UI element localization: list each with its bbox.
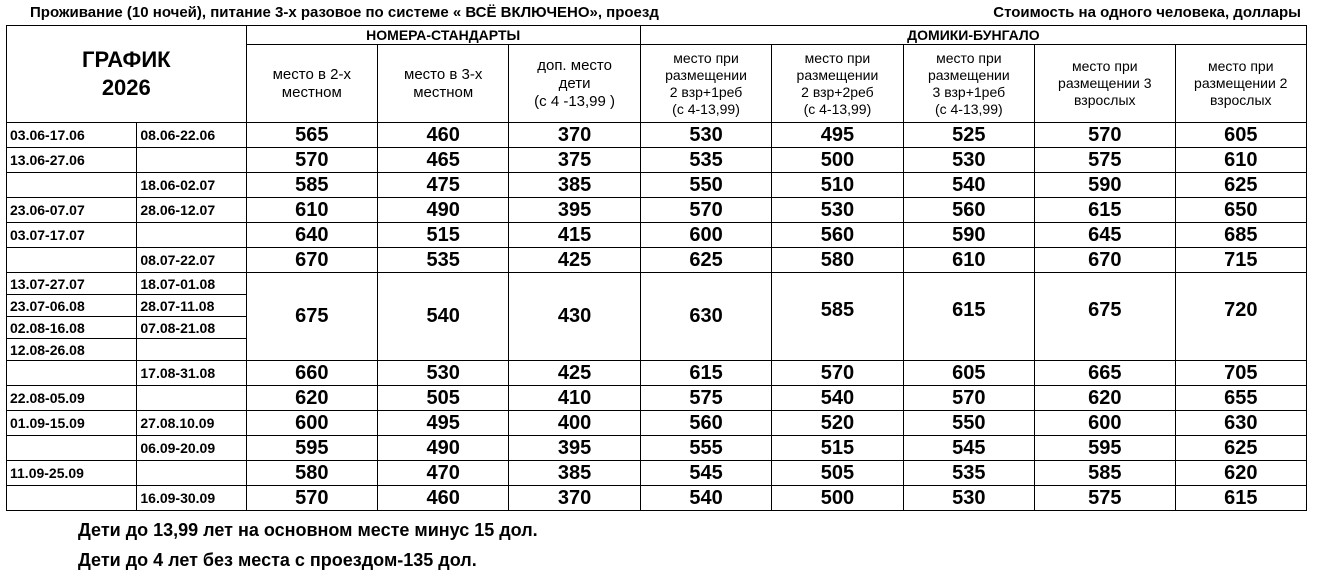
date-cell: 18.06-02.07: [137, 173, 246, 198]
table-row: [7, 486, 1307, 511]
price-cell: 590: [1035, 173, 1176, 198]
price-cell: 570: [640, 198, 771, 223]
price-cell: 570: [1035, 123, 1176, 148]
price-cell: 525: [903, 123, 1034, 148]
column-header-line: место при: [804, 49, 871, 66]
date-cell: [137, 223, 246, 248]
column-header: [772, 45, 903, 123]
column-header: [903, 45, 1034, 123]
column-header-line: (с 4-13,99): [672, 100, 740, 117]
date-cell: 23.06-07.07: [7, 198, 137, 223]
price-cell: 615: [903, 273, 1034, 361]
date-cell: [7, 248, 137, 273]
column-header-line: взрослых: [1210, 92, 1272, 108]
column-header: [377, 45, 508, 123]
price-cell: 580: [246, 461, 377, 486]
date-cell: 13.07-27.07: [7, 273, 137, 295]
price-cell: 540: [903, 173, 1034, 198]
price-cell: 625: [640, 248, 771, 273]
price-cell: 505: [772, 461, 903, 486]
column-header-line: (с 4-13,99): [803, 100, 872, 117]
table-row: [7, 148, 1307, 173]
price-cell: 605: [903, 361, 1034, 386]
price-cell: 460: [377, 486, 508, 511]
date-cell: 01.09-15.09: [7, 411, 137, 436]
price-cell: 425: [509, 361, 640, 386]
price-cell: 675: [246, 273, 377, 361]
price-cell: 600: [246, 411, 377, 436]
column-header-line: местном: [281, 83, 342, 101]
column-header: [640, 45, 771, 123]
date-cell: 11.09-25.09: [7, 461, 137, 486]
schedule-label: ГРАФИК: [82, 47, 171, 72]
table-row: [7, 273, 1307, 295]
price-cell: 560: [772, 223, 903, 248]
schedule-header: [7, 26, 247, 123]
footer-note-children: Дети до 13,99 лет на основном месте минус 15 дол.: [78, 520, 538, 540]
price-cell: 540: [377, 273, 508, 361]
price-cell: 520: [772, 411, 903, 436]
column-header-line: размещении 3: [1058, 75, 1152, 91]
price-cell: 655: [1175, 386, 1306, 411]
price-cell: 645: [1035, 223, 1176, 248]
footer-note-infants: Дети до 4 лет без места с проездом-135 дол.: [78, 550, 477, 570]
price-cell: 495: [377, 411, 508, 436]
column-header-line: 3 взр+1реб: [932, 83, 1006, 100]
price-cell: 560: [903, 198, 1034, 223]
column-header-line: место при: [673, 49, 739, 66]
price-cell: 530: [903, 486, 1034, 511]
table-row: [7, 461, 1307, 486]
price-cell: 375: [509, 148, 640, 173]
price-cell: 620: [1035, 386, 1176, 411]
price-cell: 575: [1035, 148, 1176, 173]
price-cell: 630: [640, 273, 771, 361]
date-cell: 13.06-27.06: [7, 148, 137, 173]
price-table: [6, 25, 1307, 511]
price-cell: 600: [640, 223, 771, 248]
date-cell: [137, 461, 246, 486]
column-header-line: доп. место: [537, 56, 612, 74]
date-cell: 08.07-22.07: [137, 248, 246, 273]
column-header-line: место в 2-х: [272, 65, 351, 83]
date-cell: 17.08-31.08: [137, 361, 246, 386]
price-cell: 550: [903, 411, 1034, 436]
price-cell: 640: [246, 223, 377, 248]
price-cell: 490: [377, 436, 508, 461]
table-row: [7, 198, 1307, 223]
price-cell: 515: [377, 223, 508, 248]
price-cell: 565: [246, 123, 377, 148]
price-cell: 650: [1175, 198, 1306, 223]
column-header: [509, 45, 640, 123]
price-cell: 500: [772, 148, 903, 173]
date-cell: [7, 486, 137, 511]
column-header-line: место при: [936, 49, 1002, 66]
date-cell: 03.06-17.06: [7, 123, 137, 148]
header-accommodation-text: Проживание (10 ночей), питание 3-х разовое по системе « ВСЁ ВКЛЮЧЕНО», проезд: [30, 4, 659, 21]
price-cell: 530: [640, 123, 771, 148]
column-header: [1035, 45, 1176, 123]
table-row: [7, 173, 1307, 198]
price-cell: 370: [509, 123, 640, 148]
date-cell: [7, 361, 137, 386]
price-cell: 670: [1035, 248, 1176, 273]
price-cell: 545: [903, 436, 1034, 461]
price-cell: 585: [246, 173, 377, 198]
price-cell: 685: [1175, 223, 1306, 248]
price-cell: 570: [246, 486, 377, 511]
price-cell: 550: [640, 173, 771, 198]
date-cell: 27.08.10.09: [137, 411, 246, 436]
price-cell: 510: [772, 173, 903, 198]
schedule-year: 2026: [101, 75, 151, 100]
date-cell: 08.06-22.06: [137, 123, 246, 148]
date-cell: [137, 148, 246, 173]
date-cell: 28.06-12.07: [137, 198, 246, 223]
price-cell: 630: [1175, 411, 1306, 436]
price-cell: 430: [509, 273, 640, 361]
price-cell: 545: [640, 461, 771, 486]
column-header-line: местном: [413, 83, 474, 101]
price-cell: 530: [377, 361, 508, 386]
column-header-line: дети: [558, 74, 591, 92]
date-cell: [7, 436, 137, 461]
column-header-line: размещении: [796, 66, 879, 83]
price-cell: 505: [377, 386, 508, 411]
date-cell: 28.07-11.08: [137, 295, 246, 317]
price-cell: 460: [377, 123, 508, 148]
price-cell: 610: [1175, 148, 1306, 173]
column-header-line: размещении: [927, 66, 1010, 83]
price-cell: 615: [640, 361, 771, 386]
price-cell: 540: [772, 386, 903, 411]
table-row: [7, 411, 1307, 436]
table-row: [7, 123, 1307, 148]
table-row: [7, 248, 1307, 273]
price-cell: 620: [1175, 461, 1306, 486]
column-header-line: размещении: [665, 66, 747, 83]
price-cell: 470: [377, 461, 508, 486]
price-cell: 625: [1175, 436, 1306, 461]
price-cell: 540: [640, 486, 771, 511]
date-cell: 06.09-20.09: [137, 436, 246, 461]
column-header-line: 2 взр+2реб: [801, 83, 874, 100]
column-header-line: 2 взр+1реб: [669, 83, 743, 100]
column-header-line: место в 3-х: [404, 65, 483, 83]
date-cell: 07.08-21.08: [137, 317, 246, 339]
price-cell: 385: [509, 461, 640, 486]
price-cell: 590: [903, 223, 1034, 248]
column-header-line: (с 4-13,99): [934, 100, 1003, 117]
table-row: [7, 436, 1307, 461]
price-cell: 670: [246, 248, 377, 273]
group-bungalo-header: ДОМИКИ-БУНГАЛО: [640, 26, 1306, 45]
column-header: [1175, 45, 1306, 123]
price-cell: 615: [1175, 486, 1306, 511]
price-cell: 585: [1035, 461, 1176, 486]
price-cell: 675: [1035, 273, 1176, 361]
column-header-line: размещении 2: [1194, 75, 1288, 91]
price-cell: 530: [903, 148, 1034, 173]
price-cell: 705: [1175, 361, 1306, 386]
price-cell: 425: [509, 248, 640, 273]
column-header-line: (с 4 -13,99 ): [534, 92, 616, 110]
date-cell: 16.09-30.09: [137, 486, 246, 511]
price-cell: 570: [246, 148, 377, 173]
price-cell: 620: [246, 386, 377, 411]
price-cell: 465: [377, 148, 508, 173]
price-cell: 615: [1035, 198, 1176, 223]
table-row: [7, 223, 1307, 248]
price-cell: 555: [640, 436, 771, 461]
date-cell: 23.07-06.08: [7, 295, 137, 317]
column-header-line: место при: [1072, 58, 1138, 74]
column-header-line: взрослых: [1074, 92, 1136, 108]
price-cell: 490: [377, 198, 508, 223]
price-cell: 570: [903, 386, 1034, 411]
price-cell: 595: [1035, 436, 1176, 461]
price-cell: 415: [509, 223, 640, 248]
date-cell: 12.08-26.08: [7, 339, 137, 361]
price-cell: 605: [1175, 123, 1306, 148]
price-cell: 625: [1175, 173, 1306, 198]
price-cell: 530: [772, 198, 903, 223]
price-cell: 660: [246, 361, 377, 386]
price-cell: 370: [509, 486, 640, 511]
price-cell: 715: [1175, 248, 1306, 273]
column-header: [246, 45, 377, 123]
price-cell: 610: [903, 248, 1034, 273]
date-cell: 18.07-01.08: [137, 273, 246, 295]
price-cell: 400: [509, 411, 640, 436]
date-cell: 22.08-05.09: [7, 386, 137, 411]
price-cell: 665: [1035, 361, 1176, 386]
price-cell: 585: [772, 273, 903, 361]
price-cell: 720: [1175, 273, 1306, 361]
group-standard-header: НОМЕРА-СТАНДАРТЫ: [246, 26, 640, 45]
date-cell: [137, 339, 246, 361]
table-row: [7, 361, 1307, 386]
price-cell: 475: [377, 173, 508, 198]
column-header-line: место при: [1208, 58, 1274, 74]
header-cost-note: Стоимость на одного человека, доллары: [993, 4, 1301, 21]
price-cell: 610: [246, 198, 377, 223]
price-cell: 535: [903, 461, 1034, 486]
price-cell: 595: [246, 436, 377, 461]
price-cell: 575: [640, 386, 771, 411]
table-row: [7, 386, 1307, 411]
price-cell: 395: [509, 198, 640, 223]
price-cell: 535: [377, 248, 508, 273]
price-cell: 560: [640, 411, 771, 436]
date-cell: 02.08-16.08: [7, 317, 137, 339]
date-cell: 03.07-17.07: [7, 223, 137, 248]
price-cell: 410: [509, 386, 640, 411]
date-cell: [7, 173, 137, 198]
price-cell: 575: [1035, 486, 1176, 511]
price-cell: 570: [772, 361, 903, 386]
price-cell: 495: [772, 123, 903, 148]
price-cell: 535: [640, 148, 771, 173]
price-cell: 600: [1035, 411, 1176, 436]
price-cell: 395: [509, 436, 640, 461]
price-cell: 580: [772, 248, 903, 273]
price-cell: 515: [772, 436, 903, 461]
date-cell: [137, 386, 246, 411]
document-header: [30, 4, 1301, 24]
price-cell: 385: [509, 173, 640, 198]
price-cell: 500: [772, 486, 903, 511]
